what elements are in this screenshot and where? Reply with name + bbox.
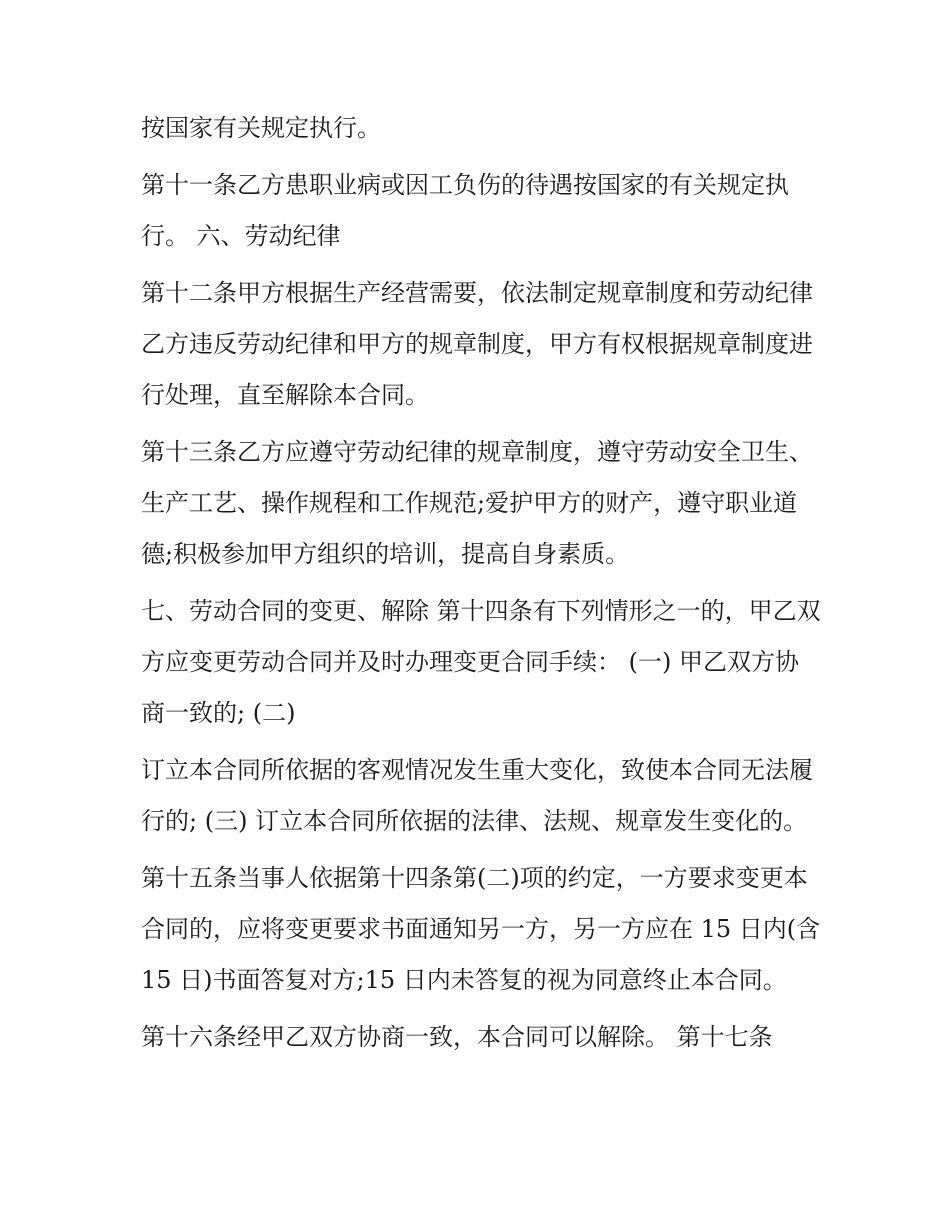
paragraph-8: 第十六条经甲乙双方协商一致，本合同可以解除。 第十七条 xyxy=(141,1023,773,1051)
paragraph-7: 第十五条当事人依据第十四条第(二)项的约定，一方要求变更本合同的，应将变更要求书面通知另一方，另一方应在 15 日内(含 15 日)书面答复对方;15 日内未答复的视为同意终止本合同。 xyxy=(141,864,821,994)
paragraph-1: 按国家有关规定执行。 xyxy=(141,114,381,142)
paragraph-3: 第十二条甲方根据生产经营需要，依法制定规章制度和劳动纪律乙方违反劳动纪律和甲方的规章制度，甲方有权根据规章制度进行处理，直至解除本合同。 xyxy=(141,279,813,409)
paragraph-5: 七、劳动合同的变更、解除 第十四条有下列情形之一的，甲乙双方应变更劳动合同并及时办理变更合同手续： (一) 甲乙双方协商一致的; (二) xyxy=(141,597,821,727)
paragraph-4: 第十三条乙方应遵守劳动纪律的规章制度，遵守劳动安全卫生、生产工艺、操作规程和工作规范;爱护甲方的财产，遵守职业道德;积极参加甲方组织的培训，提高自身素质。 xyxy=(141,438,813,568)
document-body xyxy=(141,103,821,1069)
paragraph-6: 订立本合同所依据的客观情况发生重大变化，致使本合同无法履行的; (三) 订立本合同所依据的法律、法规、规章发生变化的。 xyxy=(141,756,813,835)
paragraph-2: 第十一条乙方患职业病或因工负伤的待遇按国家的有关规定执行。 六、劳动纪律 xyxy=(141,171,789,250)
